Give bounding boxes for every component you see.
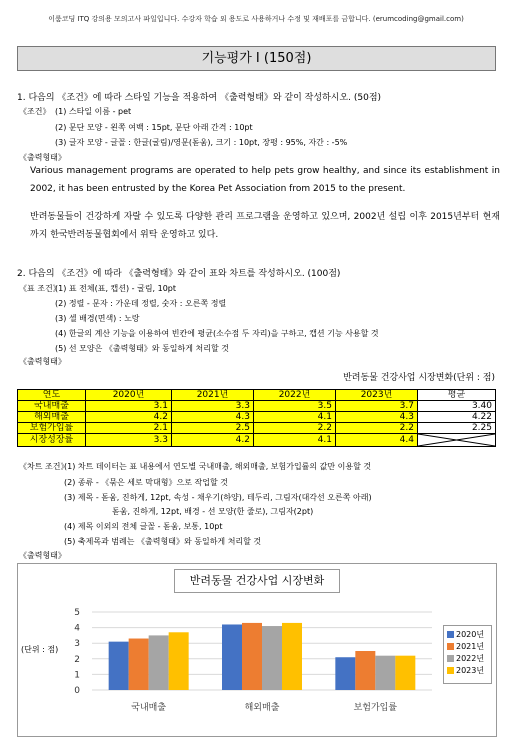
chart-bar: [282, 623, 302, 690]
chart-bar: [395, 656, 415, 690]
x-tick-label: 국내매출: [131, 703, 167, 713]
table-cell: 4.2: [86, 412, 172, 423]
chart-bar: [109, 642, 129, 690]
table-header-cell: 2020년: [86, 390, 172, 401]
row-label: 해외매출: [18, 412, 86, 423]
table-cell: 3.3: [172, 401, 254, 412]
chart-bar: [335, 657, 355, 690]
row-label: 국내매출: [18, 401, 86, 412]
table-cell: 4.1: [254, 412, 336, 423]
chart-bar: [129, 639, 149, 690]
legend-swatch: [447, 631, 454, 638]
average-cell: 4.22: [418, 412, 496, 423]
q1-paragraph-en: Various management programs are operated to help pets grow healthy, and since its establishment in 2002, it has been entrusted by the Korea Pet Association from 2015 to the present.: [30, 166, 500, 194]
chart-bar: [149, 635, 169, 690]
table-cell: 3.1: [86, 401, 172, 412]
table-header-cell: 2023년: [336, 390, 418, 401]
chart-condition-label: 《차트 조건》: [19, 462, 69, 471]
q1-paragraph-ko: 반려동물들이 건강하게 자랄 수 있도록 다양한 관리 프로그램을 운영하고 있으며, 2002년 설립 이후 2015년부터 현재까지 한국반려동물협회에서 위탁 운영하고 있다.: [30, 212, 500, 240]
table-cell: 3.7: [336, 401, 418, 412]
legend-swatch: [447, 667, 454, 674]
table-header-cell: 연도: [18, 390, 86, 401]
x-tick-label: 해외매출: [244, 703, 280, 713]
q1-condition-2: (2) 문단 모양 - 왼쪽 여백 : 15pt, 문단 아래 간격 : 10pt: [55, 123, 253, 132]
legend-label: 2021년: [456, 642, 485, 651]
row-label: 시장성장률: [18, 434, 86, 447]
table-cell: 4.4: [336, 434, 418, 447]
table-cell: 2.2: [336, 423, 418, 434]
legend-label: 2023년: [456, 666, 485, 675]
x-tick-label: 보험가입률: [353, 703, 398, 713]
average-cell: 3.40: [418, 401, 496, 412]
y-tick-label: 1: [74, 670, 80, 681]
legend-item: [447, 665, 491, 677]
q2-table-condition-4: (4) 한글의 계산 기능을 이용하여 빈칸에 평균(소수점 두 자리)을 구하고, 캡션 기능 사용할 것: [55, 329, 379, 338]
chart-bar: [169, 632, 189, 690]
q1-output-label: 《출력형태》: [19, 153, 66, 162]
table-header-cell: 2022년: [254, 390, 336, 401]
q2-table-condition-label: 《표 조건》: [19, 284, 61, 293]
chart-condition-3: (3) 제목 - 돋움, 진하게, 12pt, 속성 - 채우기(하양), 테두리, 그림자(대각선 오른쪽 아래): [64, 493, 372, 502]
q1-heading: 1. 다음의 《조건》에 따라 스타일 기능을 적용하여 《출력형태》와 같이 작성하시오. (50점): [17, 93, 382, 103]
chart-legend: [443, 625, 492, 684]
table-cell: 3.3: [86, 434, 172, 447]
page-title: 기능평가 I (150점): [17, 46, 496, 71]
legend-swatch: [447, 643, 454, 650]
table-cell: 2.1: [86, 423, 172, 434]
y-axis-title: (단위 : 점): [21, 645, 59, 654]
chart-condition-3-cont: 돋움, 진하게, 12pt, 배경 - 선 모양(한 줄로), 그림자(2pt): [112, 507, 314, 516]
legend-item: [447, 629, 491, 641]
chart-condition-4: (4) 제목 이외의 전체 글꼴 - 돋움, 보통, 10pt: [64, 522, 223, 531]
table-cell: 4.3: [336, 412, 418, 423]
q1-condition-label: 《조건》: [19, 107, 51, 116]
chart-output-label: 《출력형태》: [19, 551, 66, 560]
q2-heading: 2. 다음의 《조건》에 따라 《출력형태》와 같이 표와 차트를 작성하시오. (100점): [17, 269, 341, 279]
table-cell: 4.3: [172, 412, 254, 423]
table-header-cell: 2021년: [172, 390, 254, 401]
chart-bar: [262, 626, 282, 690]
table-cell: 3.5: [254, 401, 336, 412]
chart-condition-2: (2) 종류 - 《묶은 세로 막대형》으로 작업할 것: [64, 478, 228, 487]
legend-label: 2022년: [456, 654, 485, 663]
table-cell: 2.5: [172, 423, 254, 434]
y-tick-label: 4: [74, 623, 80, 634]
table-cell: 4.2: [172, 434, 254, 447]
q2-table-condition-5: (5) 선 모양은 《출력형태》와 동일하게 처리할 것: [55, 344, 229, 353]
q2-table-condition-2: (2) 정렬 - 문자 : 가운데 정렬, 숫자 : 오른쪽 정렬: [55, 299, 227, 308]
average-cell: 2.25: [418, 423, 496, 434]
copyright-notice: 이룸코딩 ITQ 강의용 모의고사 파일입니다. 수강자 학습 외 용도로 사용하거나 수정 및 재배포를 금합니다. (erumcoding@gmail.com): [48, 15, 464, 23]
y-tick-label: 0: [74, 686, 80, 696]
chart-bar: [222, 624, 242, 690]
table-cell: 4.1: [254, 434, 336, 447]
q1-condition-3: (3) 글자 모양 - 글꼴 : 한글(굴림)/영문(돋움), 크기 : 10pt, 장평 : 95%, 자간 : -5%: [55, 138, 348, 147]
y-tick-label: 5: [74, 608, 80, 618]
chart-condition-1: (1) 차트 데이터는 표 내용에서 연도별 국내매출, 해외매출, 보험가입률의 값만 이용할 것: [64, 462, 372, 471]
table-caption: 반려동물 건강사업 시장변화(단위 : 점): [343, 373, 495, 383]
table-cell: 2.2: [254, 423, 336, 434]
q2-table-condition-3: (3) 셀 배경(면색) : 노랑: [55, 314, 140, 323]
chart-bar: [375, 656, 395, 690]
chart-condition-5: (5) 축제목과 범례는 《출력형태》와 동일하게 처리할 것: [64, 537, 262, 546]
legend-label: 2020년: [456, 630, 485, 639]
chart-bar: [355, 651, 375, 690]
legend-item: [447, 653, 491, 665]
row-label: 보험가입률: [18, 423, 86, 434]
q2-table-condition-1: (1) 표 전체(표, 캡션) - 굴림, 10pt: [55, 284, 177, 293]
y-tick-label: 3: [74, 639, 80, 650]
chart-title: 반려동물 건강사업 시장변화: [174, 569, 340, 593]
legend-item: [447, 641, 491, 653]
table-header-cell: 평균: [418, 390, 496, 401]
q2-output-label: 《출력형태》: [19, 357, 66, 366]
y-tick-label: 2: [74, 654, 80, 665]
legend-swatch: [447, 655, 454, 662]
chart-bar: [242, 623, 262, 690]
q1-condition-1: (1) 스타일 이름 - pet: [55, 107, 132, 116]
